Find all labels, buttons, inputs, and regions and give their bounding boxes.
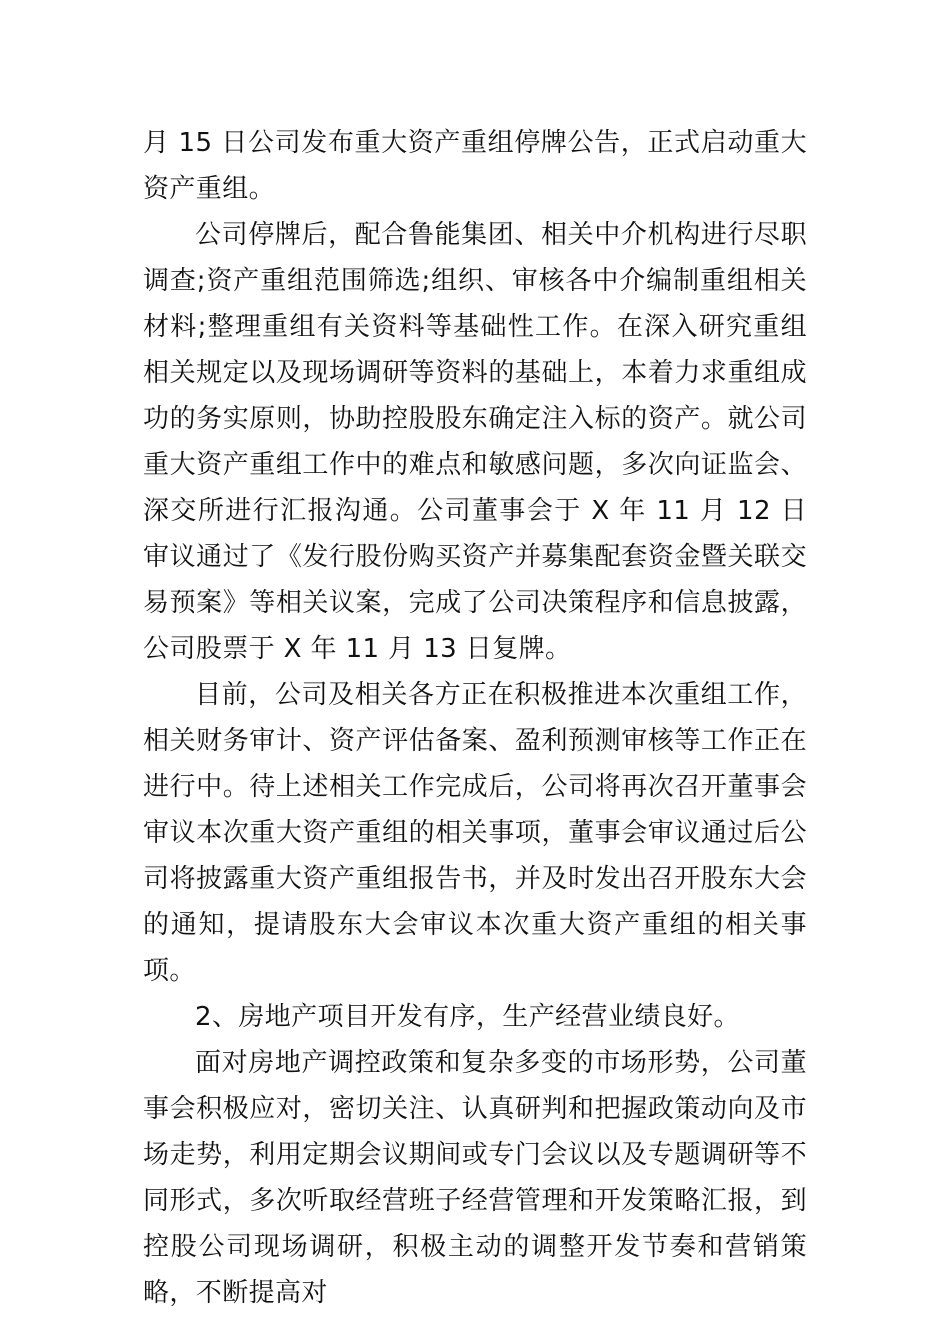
paragraph-suspension-work: 公司停牌后，配合鲁能集团、相关中介机构进行尽职调查;资产重组范围筛选;组织、审核各中介编制重组相关材料;整理重组有关资料等基础性工作。在深入研究重组相关规定以及现场调研等资料的基础上，本着力求重组成功的务实原则，协助控股股东确定注入标的资产。就公司重大资产重组工作中的难点和敏感问题，多次向证监会、深交所进行汇报沟通。公司董事会于 X 年 11 月 12 日审议通过了《发行股份购买资产并募集配套资金暨关联交易预案》等相关议案，完成了公司决策程序和信息披露，公司股票于 X 年 11 月 13 日复牌。 — [143, 220, 807, 664]
document-page — [143, 120, 807, 1316]
paragraph-current-progress: 目前，公司及相关各方正在积极推进本次重组工作，相关财务审计、资产评估备案、盈利预测审核等工作正在进行中。待上述相关工作完成后，公司将再次召开董事会审议本次重大资产重组的相关事项，董事会审议通过后公司将披露重大资产重组报告书，并及时发出召开股东大会的通知，提请股东大会审议本次重大资产重组的相关事项。 — [143, 680, 807, 986]
section-heading-real-estate: 2、房地产项目开发有序，生产经营业绩良好。 — [195, 1002, 740, 1032]
paragraph-continuation: 月 15 日公司发布重大资产重组停牌公告，正式启动重大资产重组。 — [143, 128, 807, 204]
paragraph-market-response: 面对房地产调控政策和复杂多变的市场形势，公司董事会积极应对，密切关注、认真研判和把握政策动向及市场走势，利用定期会议期间或专门会议以及专题调研等不同形式，多次听取经营班子经营管理和开发策略汇报，到控股公司现场调研，积极主动的调整开发节奏和营销策略，不断提高对 — [143, 1048, 807, 1308]
